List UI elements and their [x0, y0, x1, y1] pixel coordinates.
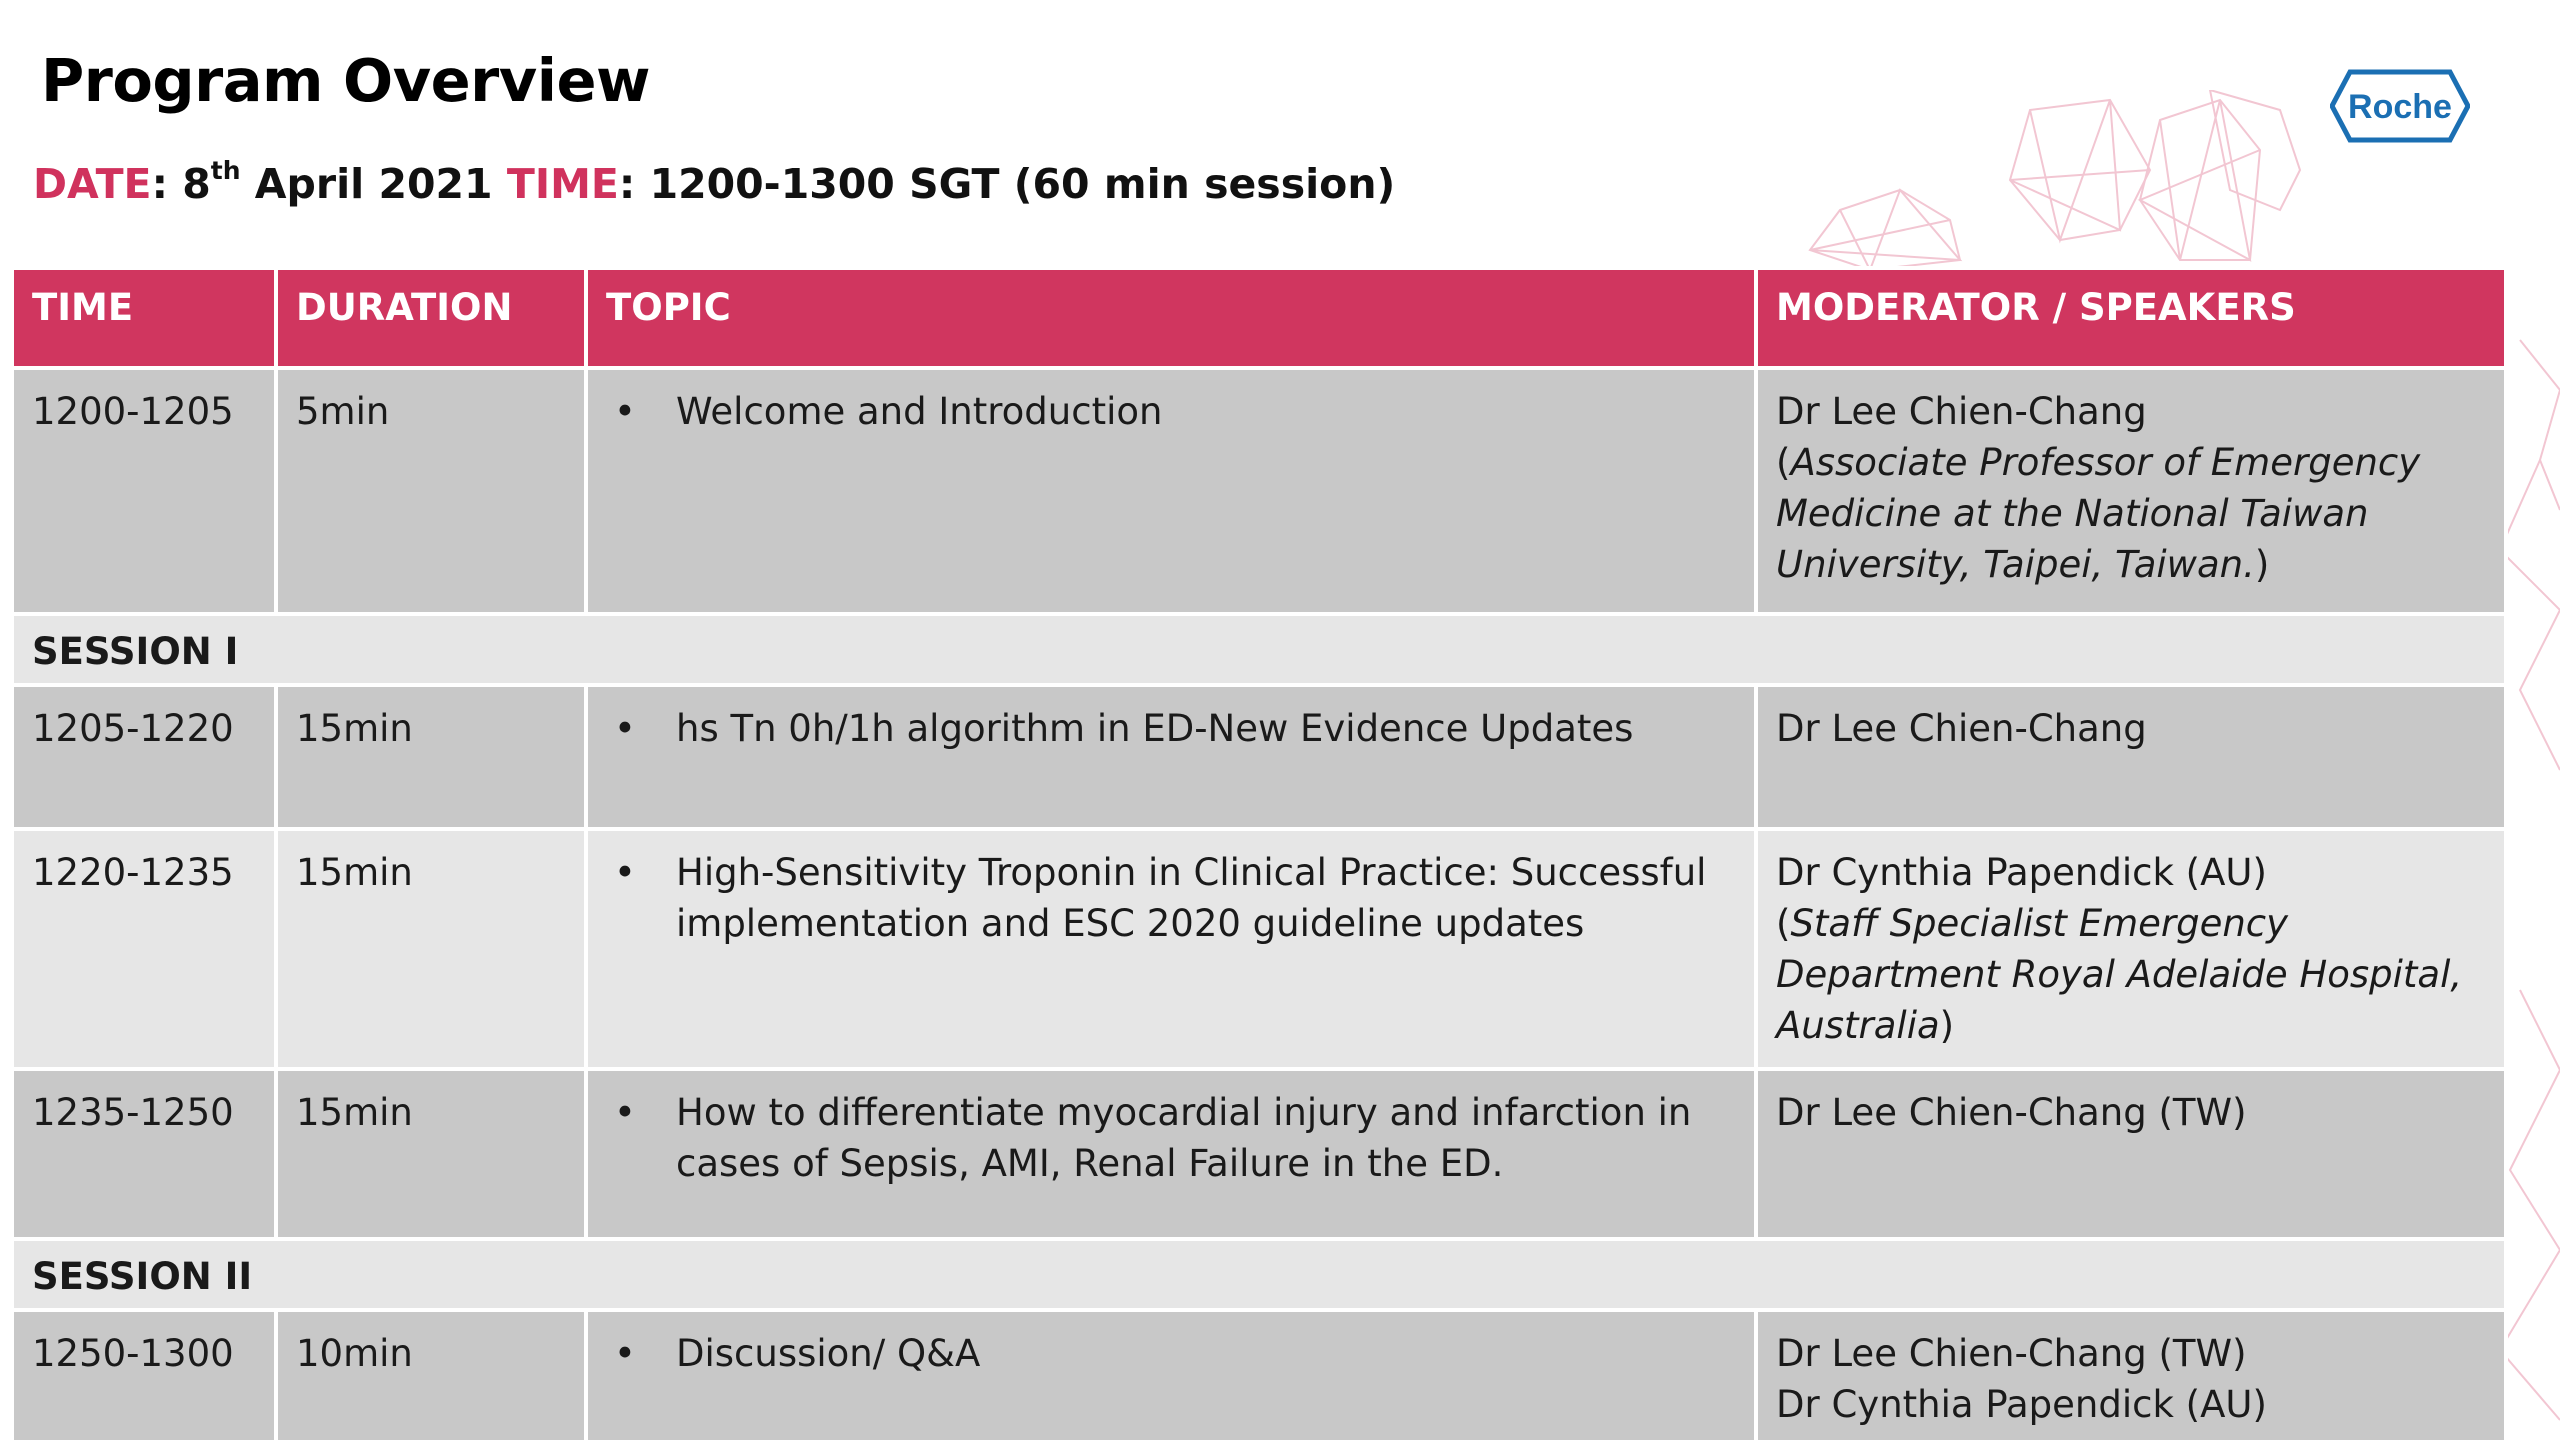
header-topic: TOPIC	[586, 268, 1756, 368]
speaker-role: (Staff Specialist Emergency Department Royal Adelaide Hospital, Australia)	[1776, 902, 2463, 1047]
cell-time: 1220-1235	[12, 829, 276, 1069]
date-rest: April 2021	[240, 160, 507, 208]
bullet-icon: •	[614, 707, 636, 750]
table-row	[12, 1310, 2506, 1440]
cell-topic	[586, 1069, 1756, 1239]
speaker-name: Dr Lee Chien-Chang	[1776, 390, 2147, 433]
svg-text:Roche: Roche	[2348, 88, 2452, 126]
topic-text: Discussion/ Q&A	[676, 1332, 981, 1375]
time-value: 1200-1300 SGT (60 min session)	[635, 160, 1396, 208]
colon: :	[151, 160, 183, 208]
cell-speakers	[1756, 1310, 2506, 1440]
cell-speakers	[1756, 685, 2506, 829]
session-label: SESSION I	[12, 614, 2506, 685]
cell-duration: 15min	[276, 1069, 586, 1239]
table-row	[12, 1069, 2506, 1239]
topic-text: How to differentiate myocardial injury and infarction in cases of Sepsis, AMI, Renal Failure in the ED.	[676, 1091, 1692, 1185]
speaker-role-text: Associate Professor of Emergency Medicine at the National Taiwan University, Taipei, Taiwan.	[1776, 441, 2421, 586]
cell-time: 1200-1205	[12, 368, 276, 614]
session-label: SESSION II	[12, 1239, 2506, 1310]
program-table	[10, 266, 2508, 1440]
header-time: TIME	[12, 268, 276, 368]
speaker-name-2: Dr Cynthia Papendick (AU)	[1776, 1383, 2267, 1426]
table-header-row	[12, 268, 2506, 368]
topic-text: High-Sensitivity Troponin in Clinical Practice: Successful implementation and ESC 2020 guideline updates	[676, 851, 1707, 945]
cell-topic	[586, 1310, 1756, 1440]
date-time-line	[33, 156, 1396, 208]
speaker-name: Dr Lee Chien-Chang (TW)	[1776, 1091, 2247, 1134]
bullet-icon: •	[614, 851, 636, 894]
table-row	[12, 685, 2506, 829]
cell-duration: 5min	[276, 368, 586, 614]
cell-speakers	[1756, 829, 2506, 1069]
speaker-name: Dr Lee Chien-Chang	[1776, 707, 2147, 750]
cell-duration: 15min	[276, 829, 586, 1069]
topic-text: hs Tn 0h/1h algorithm in ED-New Evidence Updates	[676, 707, 1634, 750]
cell-speakers	[1756, 368, 2506, 614]
roche-logo	[2330, 66, 2470, 146]
speaker-role-text: Staff Specialist Emergency Department Royal Adelaide Hospital, Australia	[1776, 902, 2463, 1047]
date-suffix: th	[210, 156, 241, 186]
bullet-icon: •	[614, 390, 636, 433]
cell-topic	[586, 829, 1756, 1069]
cell-topic	[586, 368, 1756, 614]
speaker-role: (Associate Professor of Emergency Medicine at the National Taiwan University, Taipei, Taiwan.)	[1776, 441, 2421, 586]
table-row	[12, 829, 2506, 1069]
header-duration: DURATION	[276, 268, 586, 368]
date-day: 8	[182, 160, 211, 208]
cell-topic	[586, 685, 1756, 829]
cell-duration: 15min	[276, 685, 586, 829]
table-row	[12, 368, 2506, 614]
topic-text: Welcome and Introduction	[676, 390, 1163, 433]
colon: :	[618, 160, 636, 208]
cell-duration: 10min	[276, 1310, 586, 1440]
cell-time: 1250-1300	[12, 1310, 276, 1440]
bullet-icon: •	[614, 1091, 636, 1134]
cell-time: 1205-1220	[12, 685, 276, 829]
cell-time: 1235-1250	[12, 1069, 276, 1239]
date-label: DATE	[33, 160, 152, 208]
session-row	[12, 1239, 2506, 1310]
speaker-name: Dr Cynthia Papendick (AU)	[1776, 851, 2267, 894]
session-row	[12, 614, 2506, 685]
cell-speakers	[1756, 1069, 2506, 1239]
time-label: TIME	[506, 160, 619, 208]
page-title: Program Overview	[41, 46, 650, 115]
bullet-icon: •	[614, 1332, 636, 1375]
speaker-name: Dr Lee Chien-Chang (TW)	[1776, 1332, 2247, 1375]
header-moderator-speakers: MODERATOR / SPEAKERS	[1756, 268, 2506, 368]
